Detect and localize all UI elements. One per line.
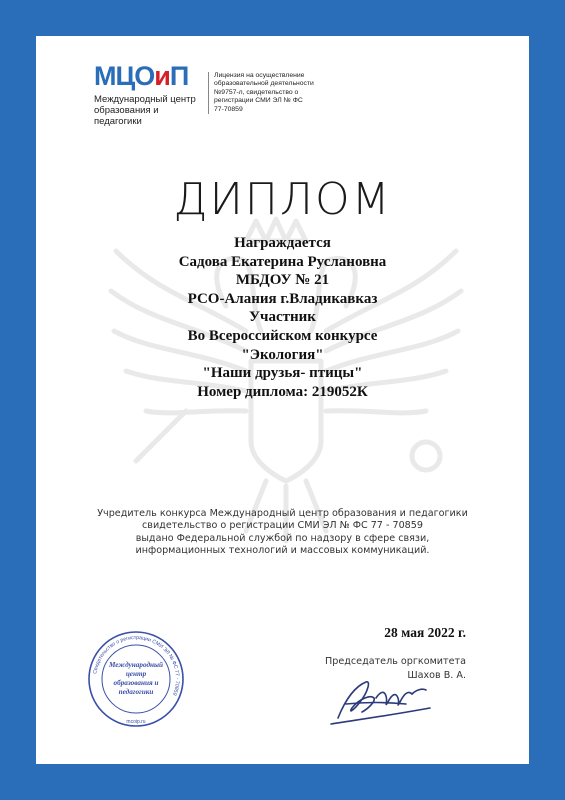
license-line: 77-70859	[214, 105, 243, 113]
stamp-inner-line: образования и	[113, 679, 159, 687]
logo-mark	[94, 62, 188, 90]
diploma-page	[36, 36, 529, 764]
license-info	[208, 72, 329, 114]
award-text	[36, 234, 529, 401]
institution: МБДОУ № 21	[235, 272, 330, 289]
license-line: образовательной деятельности	[214, 80, 314, 88]
license-line: регистрации СМИ ЭЛ № ФС	[214, 97, 303, 105]
contest-name: Во Всероссийском конкурсе	[187, 327, 378, 344]
founder-line: выдано Федеральной службой по надзору в сфере связи,	[135, 532, 430, 544]
founder-line: свидетельство о регистрации СМИ ЭЛ № ФС 77 - 70859	[142, 520, 423, 532]
awarded-label: Награждается	[234, 235, 331, 251]
participant-status: Участник	[249, 309, 316, 326]
logo-subtitle	[94, 94, 209, 127]
diploma-title: ДИПЛОМ	[173, 174, 392, 225]
stamp-inner-line: педагогики	[118, 688, 154, 696]
stamp-ring-text: Свидетельство о регистрации СМИ ЭЛ № ФС 77 - 70859	[92, 634, 181, 697]
logo-subtitle-line: Международный центр	[94, 94, 196, 105]
contest-category: "Экология"	[241, 346, 324, 363]
founder-info	[76, 508, 489, 558]
issue-date: 28 мая 2022 г.	[384, 625, 466, 640]
license-line: Лицензия на осуществление	[214, 72, 305, 79]
location: РСО-Алания г.Владикавказ	[187, 290, 378, 307]
recipient-name: Садова Екатерина Руслановна	[178, 253, 387, 270]
chair-role: Председатель оргкомитета	[325, 656, 466, 667]
signature-image	[326, 668, 436, 728]
license-line: №9757-л, свидетельство о	[214, 88, 299, 96]
diploma-number: Номер диплома: 219052К	[197, 383, 368, 400]
founder-line: Учредитель конкурса Международный центр образования и педагогики	[97, 508, 468, 519]
chair-name: Шахов В. А.	[407, 670, 466, 681]
mcoip-logo	[94, 62, 204, 126]
organization-stamp	[86, 629, 186, 729]
logo-mark-right: П	[169, 61, 189, 91]
logo-mark-mid: и	[154, 61, 170, 91]
work-title: "Наши друзья- птицы"	[202, 365, 363, 382]
founder-line: информационных технологий и массовых коммуникаций.	[135, 545, 430, 557]
logo-subtitle-line: образования и педагогики	[94, 105, 159, 127]
stamp-inner-line: центр	[125, 670, 147, 678]
stamp-inner-line: Международный	[108, 661, 164, 669]
stamp-site: mcoip.ru	[126, 719, 146, 725]
logo-mark-left: МЦО	[94, 61, 155, 91]
